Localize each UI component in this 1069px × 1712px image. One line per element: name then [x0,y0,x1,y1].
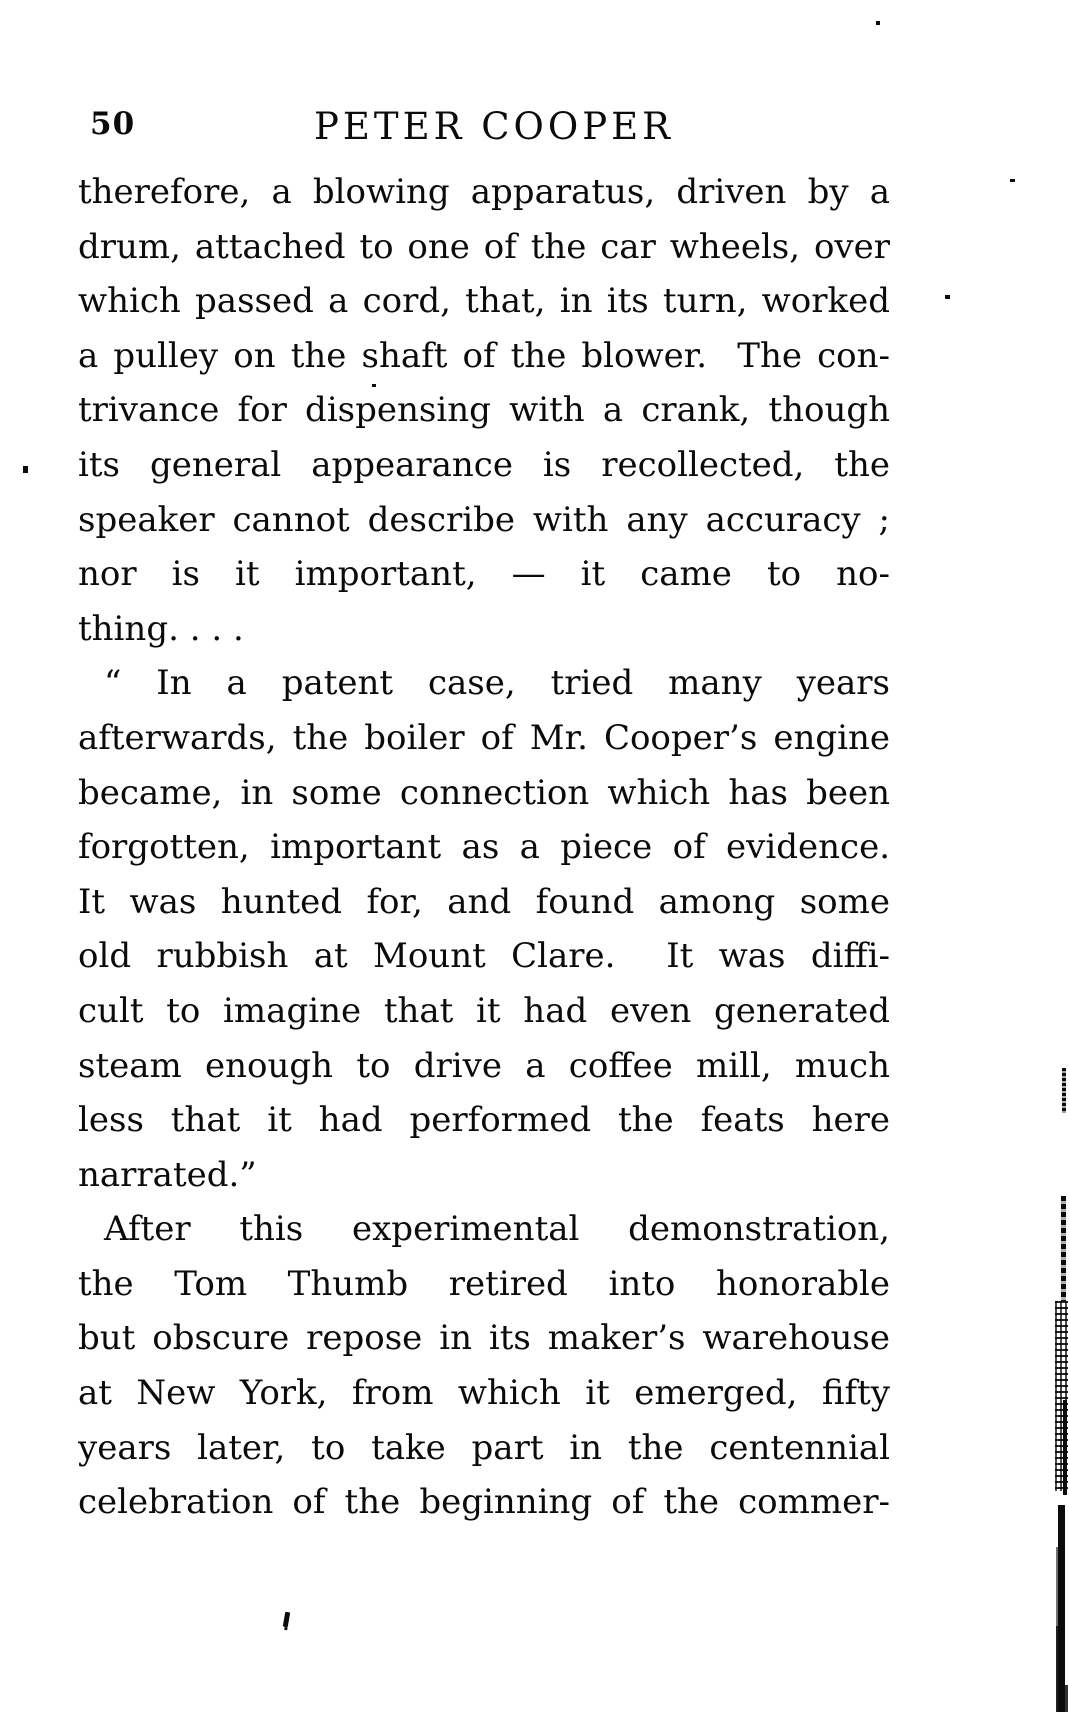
scan-edge-artifact [1062,1068,1066,1113]
scan-mark [283,1612,291,1628]
text-line: therefore, a blowing apparatus, driven by a [78,172,890,212]
text-line: “ In a patent case, tried many years [104,663,890,704]
text-line: which passed a cord, that, in its turn, worked [78,281,890,322]
text-line: a pulley on the shaft of the blower. The con- [78,335,890,376]
text-line: cult to imagine that it had even generated [78,990,890,1031]
text-line: narrated.” [78,1154,257,1195]
scan-edge-artifact [1061,1196,1066,1301]
text-line: celebration of the beginning of the commer- [78,1482,890,1523]
scan-edge-artifact [1063,1400,1067,1495]
text-line: at New York, from which it emerged, fifty [78,1373,890,1414]
text-line: thing. . . . [78,608,244,649]
text-line: less that it had performed the feats here [78,1100,890,1141]
text-line: trivance for dispensing with a crank, though [78,390,890,431]
text-line: the Tom Thumb retired into honorable [78,1263,890,1304]
scan-speck [945,295,950,299]
text-line: old rubbish at Mount Clare. It was diffi- [78,936,890,977]
text-line: years later, to take part in the centennial [78,1427,890,1468]
text-line: nor is it important, — it came to no- [78,554,890,595]
scan-speck [372,384,376,387]
text-line: but obscure repose in its maker’s warehouse [78,1318,890,1359]
scan-edge-artifact [1058,1505,1065,1712]
text-line: drum, attached to one of the car wheels, over [78,226,890,267]
body-text [78,165,890,1530]
page-number: 50 [90,106,136,142]
text-line: speaker cannot describe with any accuracy ; [78,499,890,540]
running-header-title: PETER COOPER [314,105,674,148]
text-line: After this experimental demonstration, [104,1209,890,1250]
text-line: its general appearance is recollected, the [78,444,890,485]
text-line: afterwards, the boiler of Mr. Cooper’s engine [78,717,890,758]
scan-speck [1010,179,1015,182]
scan-speck [23,466,28,473]
text-line: steam enough to drive a coffee mill, much [78,1045,890,1086]
text-line: forgotten, important as a piece of evidence. [78,827,890,868]
text-line: became, in some connection which has been [78,772,890,813]
text-line: It was hunted for, and found among some [78,881,890,922]
scan-speck [876,21,880,25]
